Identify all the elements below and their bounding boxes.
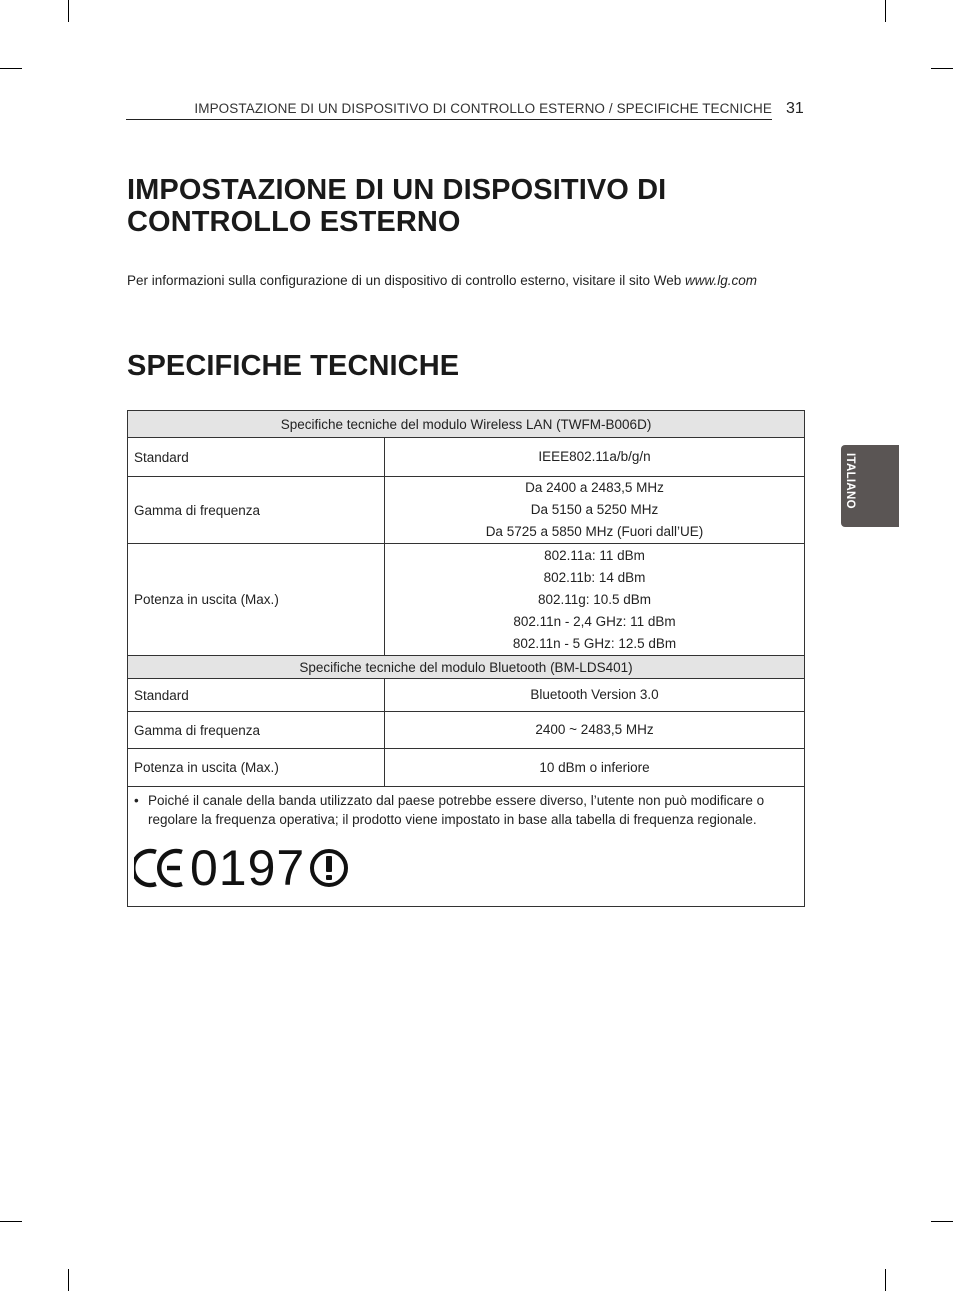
wireless-section-header: Specifiche tecniche del modulo Wireless LAN (TWFM-B006D) <box>128 411 805 438</box>
crop-mark <box>885 1269 886 1291</box>
section-title-specs: SPECIFICHE TECNICHE <box>127 350 460 382</box>
crop-mark <box>931 68 953 69</box>
value-line: Bluetooth Version 3.0 <box>530 687 659 702</box>
value-line: IEEE802.11a/b/g/n <box>538 449 651 464</box>
crop-mark <box>68 1269 69 1291</box>
row-label: Potenza in uscita (Max.) <box>128 749 385 787</box>
table-row <box>128 438 805 477</box>
table-row <box>128 477 805 544</box>
intro-text: Per informazioni sulla configurazione di un dispositivo di controllo esterno, visitare il sito Web <box>127 273 686 288</box>
row-value <box>385 438 805 477</box>
bluetooth-section-header: Specifiche tecniche del modulo Bluetooth (BM-LDS401) <box>128 656 805 679</box>
table-note-row <box>128 787 805 907</box>
row-value <box>385 477 805 544</box>
value-line: 802.11g: 10.5 dBm <box>537 591 652 607</box>
note <box>134 791 798 829</box>
table-row <box>128 749 805 787</box>
row-value <box>385 712 805 749</box>
bullet-icon: • <box>134 793 139 808</box>
language-tab-label: ITALIANO <box>844 453 856 509</box>
table-row <box>128 712 805 749</box>
value-line: Da 2400 a 2483,5 MHz <box>525 480 664 495</box>
value-line: 2400 ~ 2483,5 MHz <box>535 722 654 737</box>
intro-paragraph <box>127 273 757 288</box>
value-line: 802.11b: 14 dBm <box>543 569 646 585</box>
row-label: Potenza in uscita (Max.) <box>128 544 385 656</box>
crop-mark <box>885 0 886 22</box>
table-row <box>128 679 805 712</box>
table-section-row <box>128 656 805 679</box>
language-tab <box>841 445 899 527</box>
row-value <box>385 544 805 656</box>
row-value <box>385 749 805 787</box>
value-line: 10 dBm o inferiore <box>539 759 650 775</box>
website-link[interactable]: www.lg.com <box>685 273 758 288</box>
note-text: Poiché il canale della banda utilizzato dal paese potrebbe essere diverso, l’utente non può modificare o regolare la frequenza operativa; il prodotto viene impostato in base alla tabella di frequenza regionale. <box>148 793 765 827</box>
value-line: 802.11n - 2,4 GHz: 11 dBm <box>513 613 676 629</box>
crop-mark <box>0 68 22 69</box>
table-row <box>128 544 805 656</box>
specs-table <box>127 410 805 907</box>
row-label: Gamma di frequenza <box>128 712 385 749</box>
ce-logo-icon <box>134 846 188 890</box>
page-number: 31 <box>786 100 804 117</box>
note-cell <box>128 787 805 907</box>
row-label: Standard <box>128 679 385 712</box>
row-label: Gamma di frequenza <box>128 477 385 544</box>
running-header: IMPOSTAZIONE DI UN DISPOSITIVO DI CONTROLLO ESTERNO / SPECIFICHE TECNICHE <box>126 101 772 120</box>
value-line: 802.11a: 11 dBm <box>544 547 645 563</box>
value-line: 802.11n - 5 GHz: 12.5 dBm <box>512 635 677 651</box>
table-section-row <box>128 411 805 438</box>
notified-body-number: 0197 <box>190 840 306 896</box>
row-value <box>385 679 805 712</box>
ce-marking <box>134 839 798 897</box>
value-line: Da 5725 a 5850 MHz (Fuori dall’UE) <box>485 524 704 539</box>
crop-mark <box>68 0 69 22</box>
crop-mark <box>0 1221 22 1222</box>
section-title-external-control: IMPOSTAZIONE DI UN DISPOSITIVO DI CONTROLLO ESTERNO <box>127 174 667 238</box>
alert-circle-icon <box>309 848 349 888</box>
value-line: Da 5150 a 5250 MHz <box>530 502 659 517</box>
crop-mark <box>931 1221 953 1222</box>
row-label: Standard <box>128 438 385 477</box>
